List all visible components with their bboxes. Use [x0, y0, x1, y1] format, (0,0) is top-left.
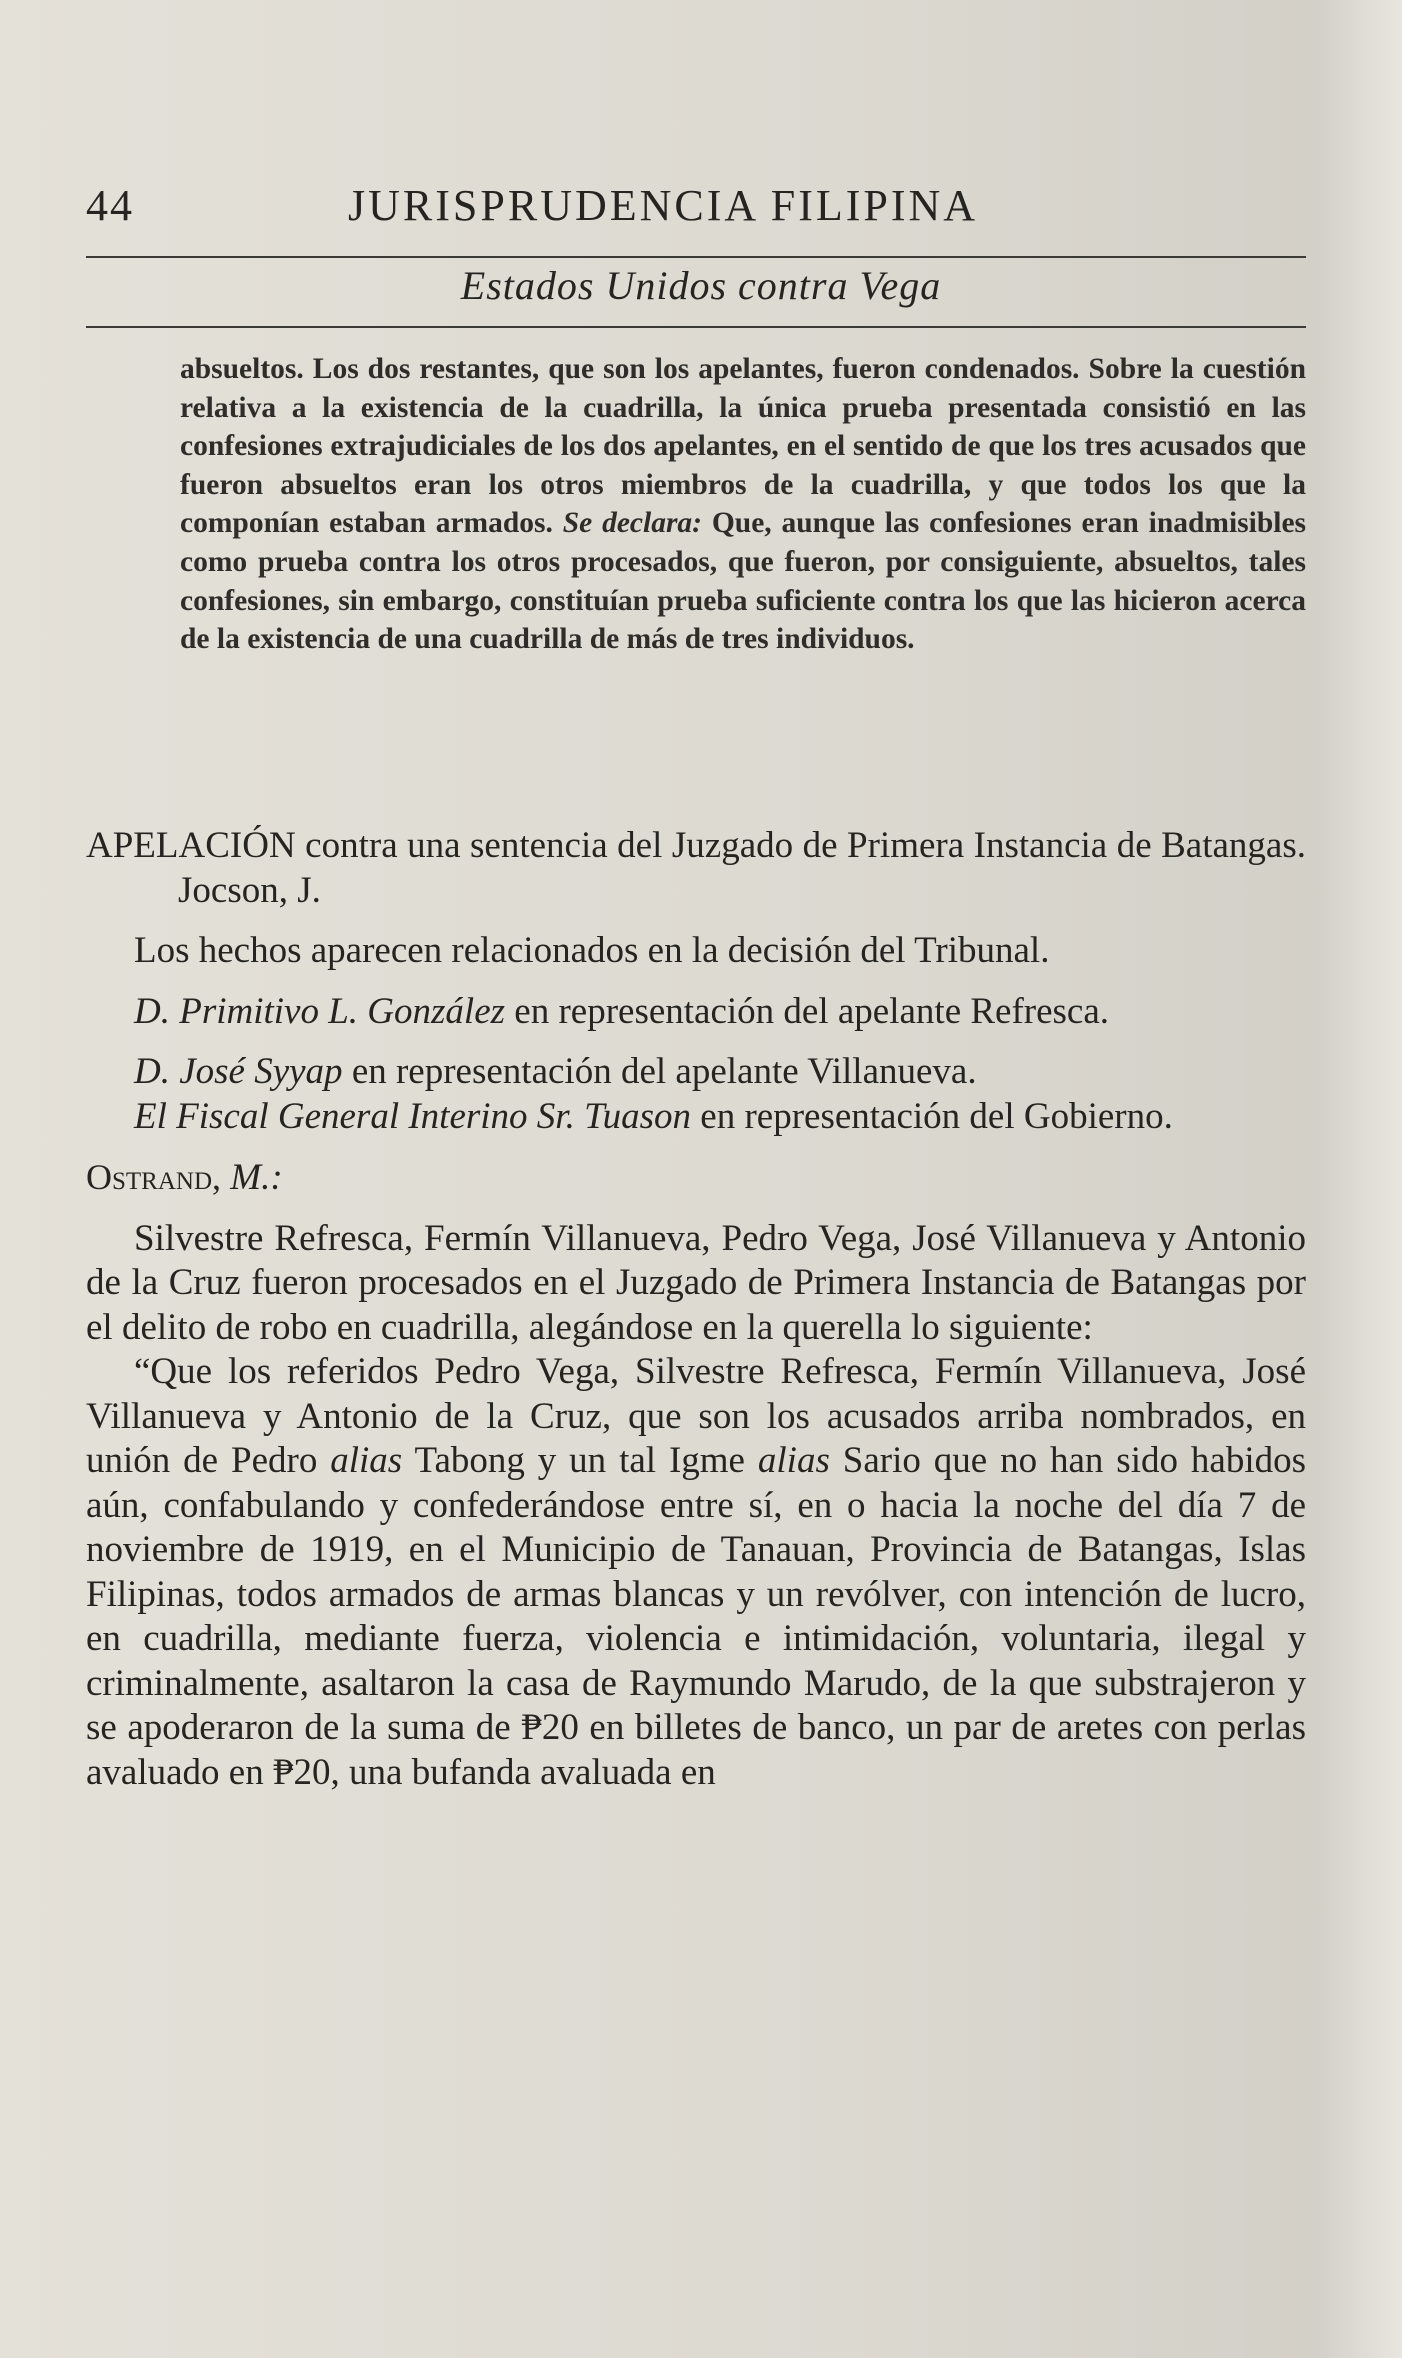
main-text: [86, 824, 1306, 1795]
appeal-text: contra una sentencia del Juzgado de Primera Instancia de Batangas. Jocson, J.: [178, 825, 1306, 911]
running-title: JURISPRUDENCIA FILIPINA: [348, 181, 979, 230]
counsel-entry-3: [86, 1095, 1306, 1140]
alias-1: alias: [330, 1440, 403, 1481]
counsel-name-2: D. José Syyap: [134, 1051, 343, 1092]
quote-part-1: “Que los referidos Pedro Vega, Silvestre Refresca, Fermín Villanueva, José Villanueva y Antonio de la Cruz, que son los acusados arriba nombrados, en unión de Pedro: [86, 1351, 1306, 1481]
counsel-entry-1: [86, 990, 1306, 1035]
opinion-paragraph-1: Silvestre Refresca, Fermín Villanueva, Pedro Vega, José Villanueva y Antonio de la Cruz fueron procesados en el Juzgado de Primera Instancia de Batangas por el delito de robo en cuadrilla, alegándose en la querella lo siguiente:: [86, 1217, 1306, 1348]
opinion-author-title: M.:: [230, 1157, 283, 1198]
syllabus-block: [180, 350, 1306, 659]
header-rule-bottom: [86, 326, 1306, 328]
counsel-role-2: en representación del apelante Villanueva.: [351, 1051, 977, 1092]
counsel-name-3: El Fiscal General Interino Sr. Tuason: [134, 1095, 692, 1137]
page-header: [86, 180, 1306, 240]
syllabus-part-1: absueltos. Los dos restantes, que son los apelantes, fueron condenados. Sobre la cuestión relativa a la existencia de la cuadrilla, la única prueba presentada consistió en las confesiones extrajudiciales de los dos apelantes, en el sentido de que los tres acusados que fueron absueltos eran los otros miembros de la cuadrilla, y que todos los que la componían estaban armados.: [180, 353, 1306, 540]
facts-paragraph: Los hechos aparecen relacionados en la decisión del Tribunal.: [134, 930, 1050, 971]
counsel-name-1: D. Primitivo L. González: [134, 990, 506, 1032]
header-rule-top: [86, 256, 1306, 258]
counsel-entry-2: [86, 1050, 1306, 1095]
alias-2: alias: [757, 1440, 830, 1481]
syllabus-declara-label: Se declara:: [562, 507, 703, 540]
counsel-role-1: en representación del apelante Refresca.: [514, 990, 1110, 1032]
opinion-author: Ostrand,: [86, 1157, 222, 1197]
page-number: 44: [86, 181, 134, 230]
opinion-author-line: [86, 1155, 1306, 1201]
quote-part-3: Sario que no han sido habidos aún, confabulando y confederándose entre sí, en o hacia la noche del día 7 de noviembre de 1919, en el Municipio de Tanauan, Provincia de Batangas, Islas Filipinas, todos armados de armas blancas y un revólver, con intención de lucro, en cuadrilla, mediante fuerza, violencia e intimidación, voluntaria, ilegal y criminalmente, asaltaron la casa de Raymundo Marudo, de la que substrajeron y se apoderaron de la suma de ₱20 en billetes de banco, un par de aretes con perlas avaluado en ₱20, una bufanda avaluada en: [86, 1440, 1306, 1793]
appeal-label: APELACIÓN: [86, 825, 296, 866]
syllabus-part-2: Que, aunque las confesiones eran inadmisibles como prueba contra los otros procesados, que fueron, por consiguiente, absueltos, tales confesiones, sin embargo, constituían prueba suficiente contra los que las hicieron acerca de la existencia de una cuadrilla de más de tres individuos.: [180, 507, 1307, 656]
counsel-role-3: en representación del Gobierno.: [700, 1095, 1173, 1137]
appeal-paragraph: [86, 824, 1306, 913]
quote-part-2: Tabong y un tal Igme: [414, 1440, 745, 1481]
case-title: Estados Unidos contra Vega: [460, 263, 942, 308]
opinion-quote: [86, 1350, 1306, 1795]
